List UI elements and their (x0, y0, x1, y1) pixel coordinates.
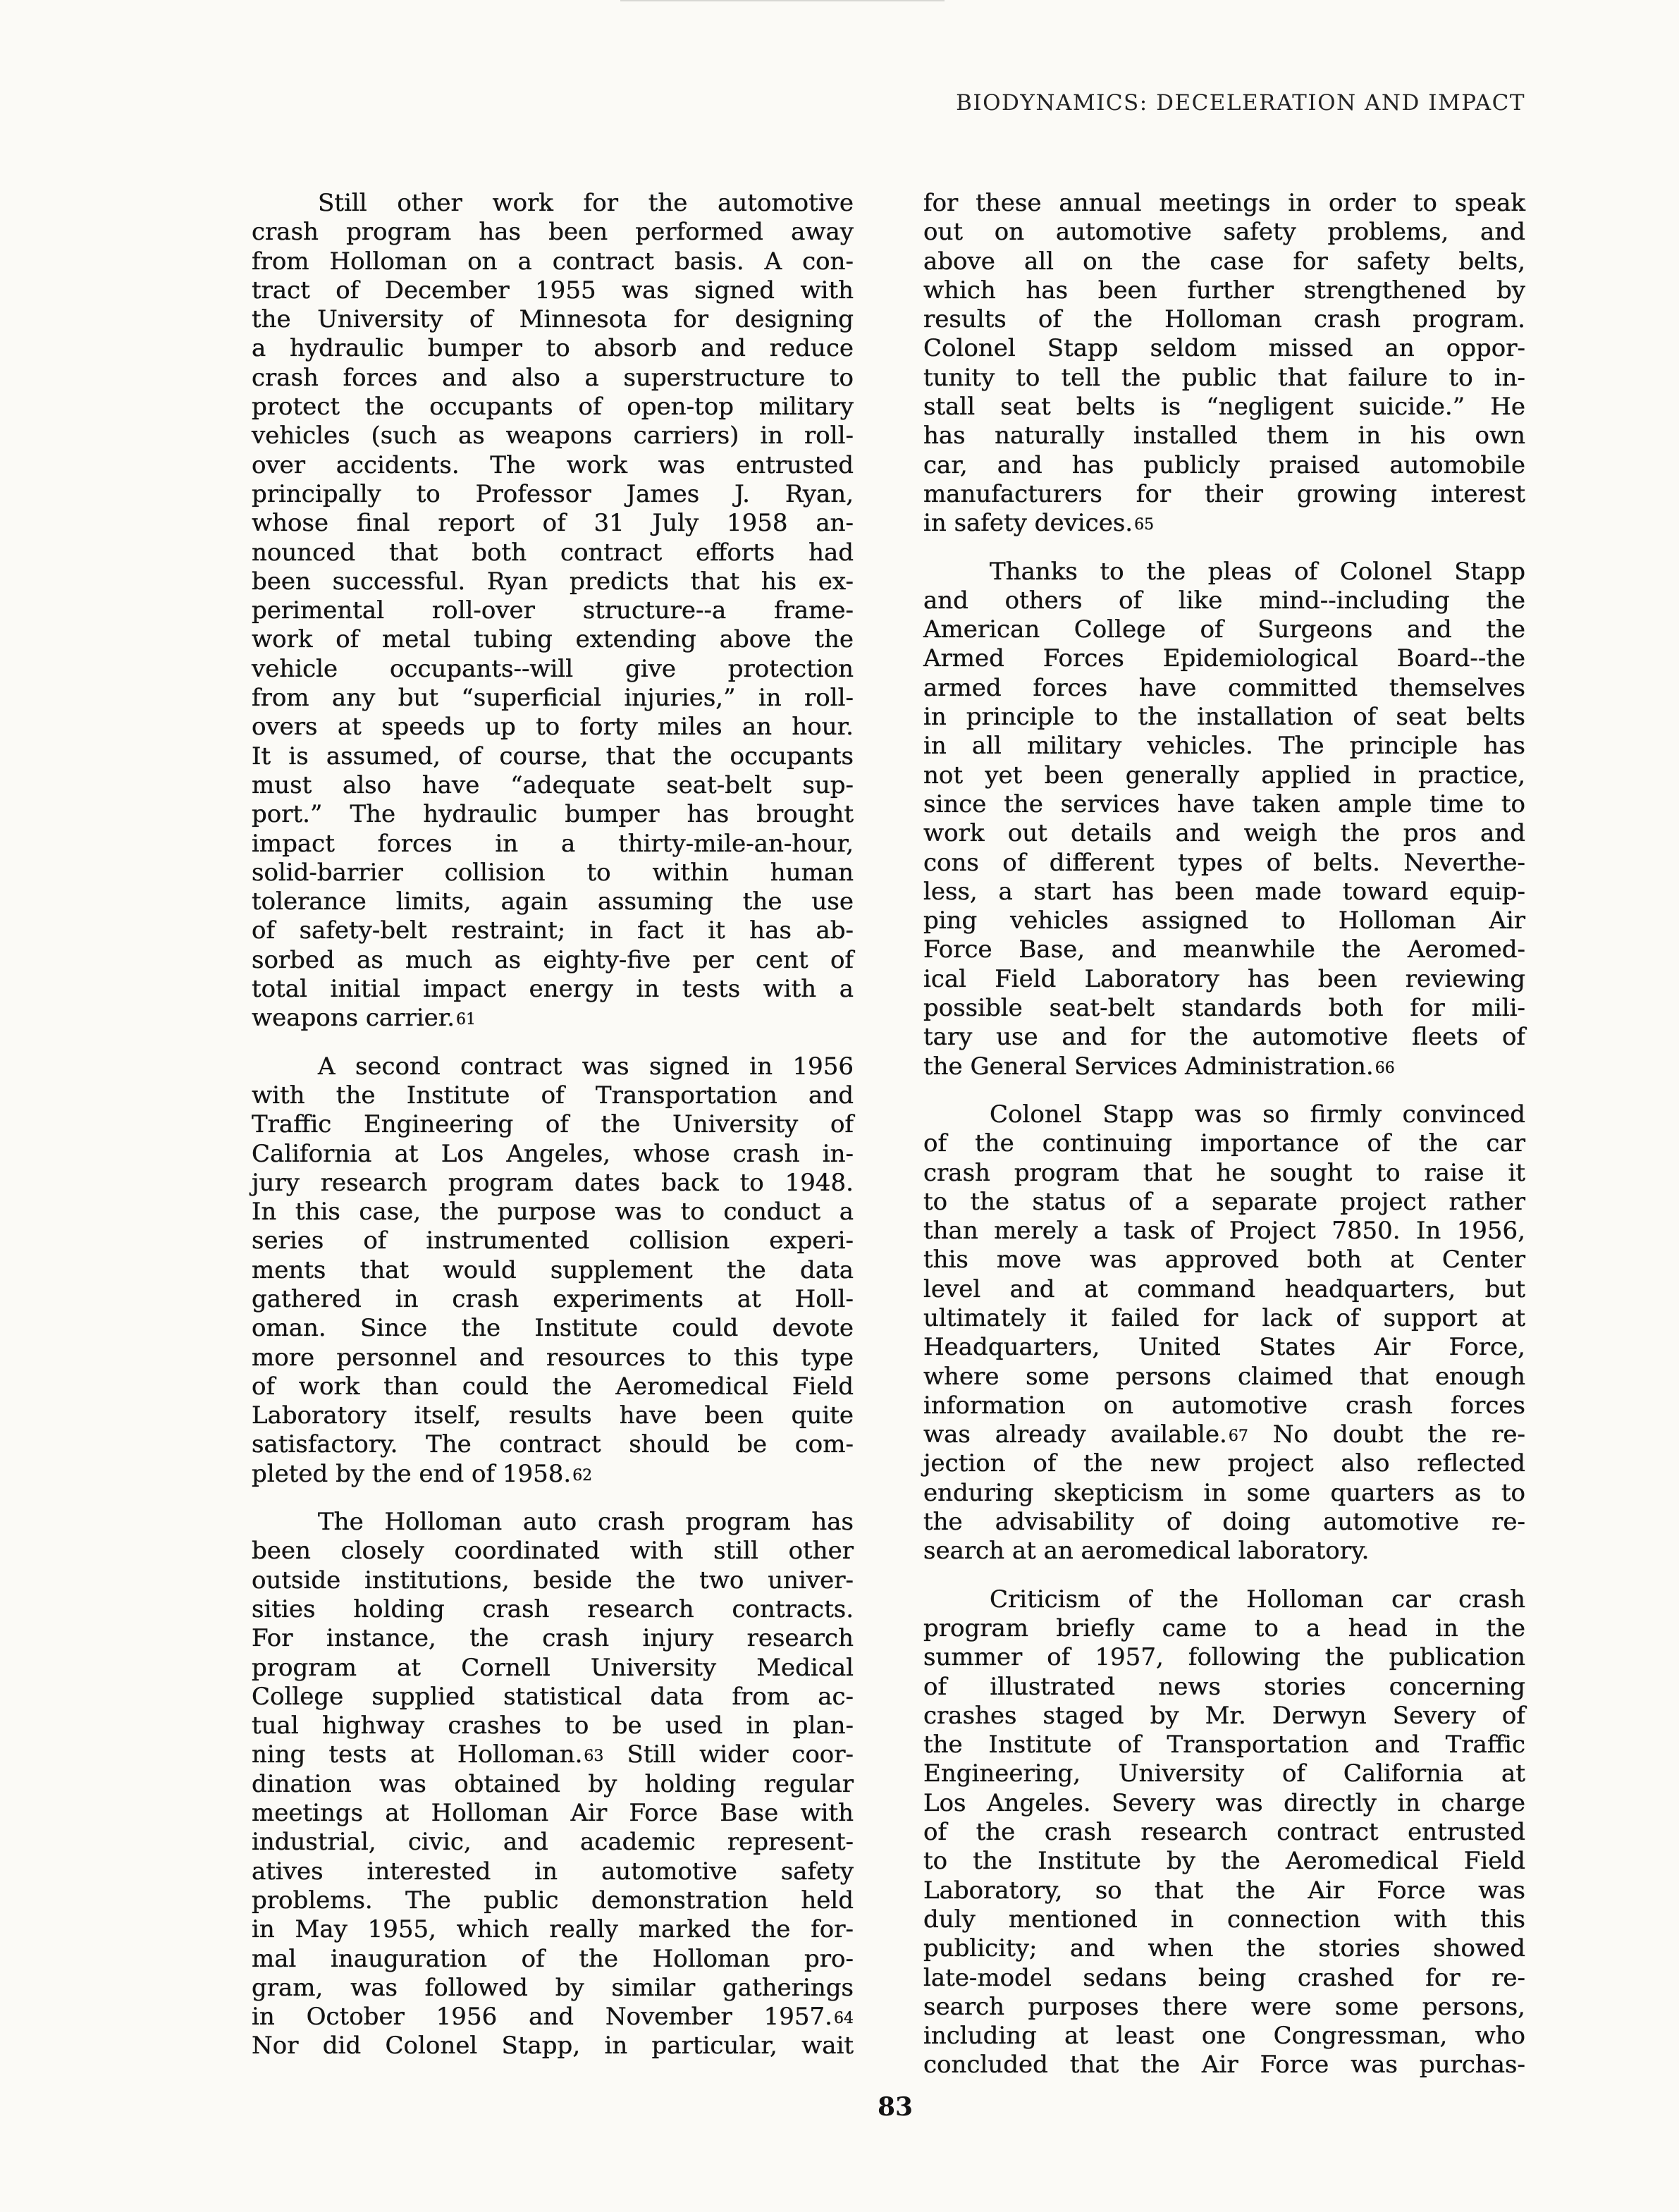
footnote-marker: 61 (456, 1011, 476, 1029)
text-line: overs at speeds up to forty miles an hour. (252, 713, 854, 742)
text-line: which has been further strengthened by (923, 276, 1525, 305)
text-line: sorbed as much as eighty-five per cent of (252, 945, 854, 974)
text-line (252, 1460, 854, 1489)
text-line: Traffic Engineering of the University of (252, 1110, 854, 1139)
text-line: over accidents. The work was entrusted (252, 450, 854, 479)
text-line: more personnel and resources to this type (252, 1343, 854, 1372)
text-line: possible seat-belt standards both for mili- (923, 994, 1525, 1023)
text-line: gathered in crash experiments at Holl- (252, 1284, 854, 1313)
text-line: the advisability of doing automotive re- (923, 1508, 1525, 1537)
text-line: including at least one Congressman, who (923, 2022, 1525, 2051)
text-line: jury research program dates back to 1948. (252, 1168, 854, 1197)
line-text: Still wider coor- (603, 1740, 854, 1769)
line-text: weapons carrier. (252, 1004, 455, 1033)
text-line: armed forces have committed themselves (923, 673, 1525, 702)
text-line: Nor did Colonel Stapp, in particular, wait (252, 2032, 854, 2060)
paragraph (923, 558, 1525, 1081)
text-line: Los Angeles. Severy was directly in charge (923, 1788, 1525, 1817)
text-line: publicity; and when the stories showed (923, 1934, 1525, 1963)
text-line: industrial, civic, and academic represent- (252, 1828, 854, 1857)
text-line: crash forces and also a superstructure to (252, 363, 854, 392)
paragraph (923, 1585, 1525, 2080)
right-column (923, 189, 1525, 2080)
text-line: For instance, the crash injury research (252, 1624, 854, 1653)
text-line: search at an aeromedical laboratory. (923, 1537, 1370, 1566)
text-line: a hydraulic bumper to absorb and reduce (252, 334, 854, 363)
text-line: ments that would supplement the data (252, 1255, 854, 1284)
text-line: Laboratory, so that the Air Force was (923, 1876, 1525, 1905)
text-line: results of the Holloman crash program. (923, 305, 1525, 334)
text-line: has naturally installed them in his own (923, 422, 1525, 450)
text-line: the Institute of Transportation and Traffic (923, 1731, 1525, 1759)
text-line: of work than could the Aeromedical Field (252, 1372, 854, 1401)
text-line: car, and has publicly praised automobile (923, 450, 1525, 479)
text-line: in May 1955, which really marked the for- (252, 1915, 854, 1944)
line-text: No doubt the re- (1248, 1420, 1525, 1449)
text-line: Force Base, and meanwhile the Aeromed- (923, 935, 1525, 964)
text-line: program briefly came to a head in the (923, 1614, 1525, 1642)
text-line: in all military vehicles. The principle has (923, 732, 1525, 761)
text-line: Thanks to the pleas of Colonel Stapp (990, 557, 1525, 586)
text-line: ultimately it failed for lack of support at (923, 1303, 1525, 1332)
text-line: out on automotive safety problems, and (923, 218, 1525, 247)
footnote-marker: 64 (834, 2010, 854, 2028)
line-text: in safety devices. (923, 509, 1133, 538)
text-line: of the continuing importance of the car (923, 1129, 1525, 1158)
text-line: A second contract was signed in 1956 (318, 1052, 854, 1081)
text-line: tunity to tell the public that failure to in- (923, 363, 1525, 392)
text-line: mal inauguration of the Holloman pro- (252, 1944, 854, 1973)
text-line: It is assumed, of course, that the occupants (252, 742, 854, 770)
text-line: total initial impact energy in tests with a (252, 975, 854, 1004)
text-line: Colonel Stapp seldom missed an oppor- (923, 334, 1525, 363)
text-line: Engineering, University of California at (923, 1759, 1525, 1788)
text-line: crashes staged by Mr. Derwyn Severy of (923, 1701, 1525, 1730)
text-line: been closely coordinated with still other (252, 1537, 854, 1566)
line-text: ning tests at Holloman. (252, 1740, 583, 1769)
text-line: outside institutions, beside the two univer- (252, 1566, 854, 1595)
text-line: in principle to the installation of seat belts (923, 703, 1525, 732)
text-line: vehicles (such as weapons carriers) in roll- (252, 422, 854, 450)
text-line: where some persons claimed that enough (923, 1362, 1525, 1391)
text-line (923, 1420, 1525, 1449)
left-column (252, 189, 854, 2061)
text-line: above all on the case for safety belts, (923, 247, 1525, 276)
running-header: BIODYNAMICS: DECELERATION AND IMPACT (956, 90, 1525, 116)
text-line: of illustrated news stories concerning (923, 1672, 1525, 1701)
text-line: from any but “superficial injuries,” in roll- (252, 684, 854, 713)
text-line: with the Institute of Transportation and (252, 1081, 854, 1110)
text-line: been successful. Ryan predicts that his ex- (252, 567, 854, 596)
text-line: stall seat belts is “negligent suicide.” He (923, 393, 1525, 422)
text-line: from Holloman on a contract basis. A con- (252, 247, 854, 276)
text-line: program at Cornell University Medical (252, 1653, 854, 1682)
text-line (252, 2003, 854, 2032)
footnote-marker: 66 (1374, 1059, 1395, 1077)
text-line: of safety-belt restraint; in fact it has ab- (252, 916, 854, 945)
text-line: search purposes there were some persons, (923, 1992, 1525, 2021)
text-line: impact forces in a thirty-mile-an-hour, (252, 829, 854, 858)
text-line: crash program has been performed away (252, 218, 854, 247)
paragraph (252, 1508, 854, 2061)
text-line (252, 1004, 854, 1033)
text-line: perimental roll-over structure--a frame- (252, 596, 854, 625)
paragraph (252, 189, 854, 1033)
line-text: the General Services Administration. (923, 1052, 1374, 1081)
text-line: solid-barrier collision to within human (252, 858, 854, 887)
text-line: than merely a task of Project 7850. In 1956, (923, 1217, 1525, 1246)
text-line (923, 509, 1525, 538)
text-line: must also have “adequate seat-belt sup- (252, 770, 854, 799)
text-line: concluded that the Air Force was purchas- (923, 2051, 1525, 2079)
text-line: and others of like mind--including the (923, 586, 1525, 615)
text-line: port.” The hydraulic bumper has brought (252, 800, 854, 829)
text-line: cons of different types of belts. Neverthe- (923, 848, 1525, 877)
text-line: gram, was followed by similar gatherings (252, 1973, 854, 2002)
text-line: tract of December 1955 was signed with (252, 276, 854, 305)
text-line (252, 1740, 854, 1769)
text-line: California at Los Angeles, whose crash in- (252, 1139, 854, 1168)
text-line: dination was obtained by holding regular (252, 1769, 854, 1798)
paragraph (923, 1100, 1525, 1566)
text-line: since the services have taken ample time to (923, 789, 1525, 818)
line-text: in October 1956 and November 1957. (252, 2003, 832, 2032)
text-line: Colonel Stapp was so firmly convinced (990, 1100, 1525, 1129)
text-line: satisfactory. The contract should be com- (252, 1430, 854, 1459)
text-line: enduring skepticism in some quarters as to (923, 1478, 1525, 1507)
text-line: duly mentioned in connection with this (923, 1905, 1525, 1934)
line-text: pleted by the end of 1958. (252, 1459, 572, 1488)
text-line: crash program that he sought to raise it (923, 1158, 1525, 1187)
text-line: manufacturers for their growing interest (923, 479, 1525, 508)
text-line: to the status of a separate project rather (923, 1187, 1525, 1216)
line-text: was already available. (923, 1420, 1227, 1449)
text-line: College supplied statistical data from ac- (252, 1682, 854, 1711)
text-line: series of instrumented collision experi- (252, 1227, 854, 1255)
text-line: level and at command headquarters, but (923, 1274, 1525, 1303)
text-line: American College of Surgeons and the (923, 615, 1525, 644)
text-line: protect the occupants of open-top military (252, 393, 854, 422)
footnote-marker: 65 (1134, 516, 1155, 534)
text-line: In this case, the purpose was to conduct a (252, 1198, 854, 1227)
text-line: this move was approved both at Center (923, 1246, 1525, 1274)
text-line: The Holloman auto crash program has (318, 1508, 854, 1537)
text-line: Armed Forces Epidemiological Board--the (923, 644, 1525, 673)
footnote-marker: 62 (572, 1466, 593, 1485)
text-line (923, 1052, 1525, 1081)
text-line: whose final report of 31 July 1958 an- (252, 509, 854, 538)
text-line: principally to Professor James J. Ryan, (252, 479, 854, 508)
text-line: late-model sedans being crashed for re- (923, 1963, 1525, 1992)
text-line: Headquarters, United States Air Force, (923, 1333, 1525, 1362)
text-line: nounced that both contract efforts had (252, 538, 854, 567)
text-line: jection of the new project also reflected (923, 1449, 1525, 1478)
text-line: tolerance limits, again assuming the use (252, 887, 854, 916)
text-line: summer of 1957, following the publication (923, 1643, 1525, 1672)
text-line: meetings at Holloman Air Force Base with (252, 1799, 854, 1828)
text-line: oman. Since the Institute could devote (252, 1314, 854, 1343)
text-line: less, a start has been made toward equip- (923, 877, 1525, 906)
paragraph (923, 189, 1525, 539)
text-line: sities holding crash research contracts. (252, 1595, 854, 1623)
text-line: Laboratory itself, results have been quite (252, 1401, 854, 1430)
text-line: of the crash research contract entrusted (923, 1818, 1525, 1847)
text-line: for these annual meetings in order to speak (923, 189, 1525, 217)
footnote-marker: 67 (1228, 1427, 1248, 1446)
paragraph (252, 1052, 854, 1489)
text-line: ical Field Laboratory has been reviewing (923, 964, 1525, 993)
footnote-marker: 63 (584, 1747, 604, 1766)
text-line: work out details and weigh the pros and (923, 819, 1525, 848)
text-line: problems. The public demonstration held (252, 1886, 854, 1915)
text-line: to the Institute by the Aeromedical Field (923, 1847, 1525, 1876)
text-line: atives interested in automotive safety (252, 1857, 854, 1886)
text-line: Criticism of the Holloman car crash (990, 1585, 1525, 1614)
text-line: vehicle occupants--will give protection (252, 654, 854, 683)
text-line: Still other work for the automotive (318, 189, 854, 217)
text-line: tary use and for the automotive fleets of (923, 1023, 1525, 1052)
text-line: ping vehicles assigned to Holloman Air (923, 907, 1525, 935)
text-line: work of metal tubing extending above the (252, 625, 854, 654)
page-number: 83 (877, 2092, 914, 2122)
text-line: the University of Minnesota for designing (252, 305, 854, 334)
scan-edge-line (620, 0, 945, 1)
text-line: not yet been generally applied in practice, (923, 761, 1525, 789)
text-line: information on automotive crash forces (923, 1391, 1525, 1420)
text-line: tual highway crashes to be used in plan- (252, 1712, 854, 1740)
